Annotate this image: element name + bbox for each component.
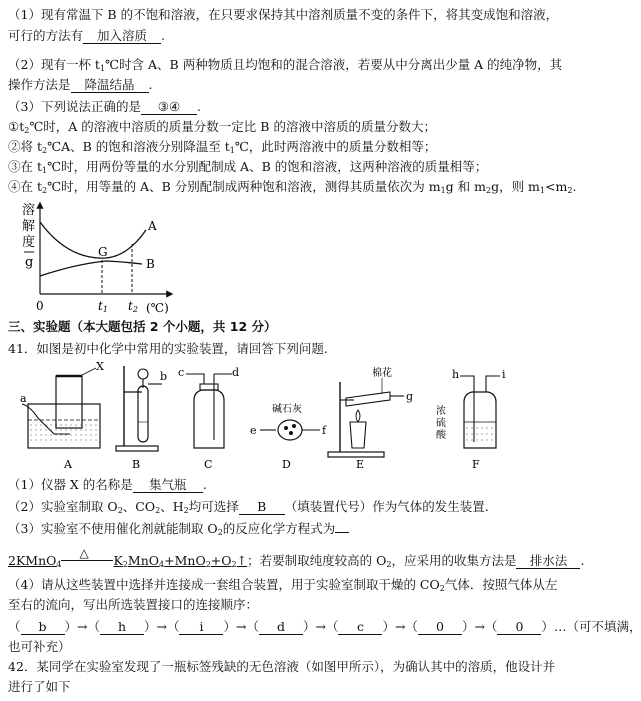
sequence-blank-3: i — [179, 619, 223, 635]
t2-label: t2 — [128, 299, 138, 314]
answer-blank: ③④ — [141, 99, 197, 115]
q41-stem: 41．如图是初中化学中常用的实验装置，请回答下列问题. — [8, 341, 328, 356]
apparatus-label-b: B — [132, 458, 141, 471]
q41-part1: （1）仪器 X 的名称是 集气瓶 . — [8, 477, 207, 492]
apparatus-label-f: F — [472, 458, 480, 471]
apparatus-figure — [20, 362, 520, 474]
label-h: h — [452, 368, 460, 381]
label-x: X — [96, 362, 104, 373]
answer-blank: B — [239, 499, 285, 515]
q41-part2: （2）实验室制取 $O_2$、$CO_2$、$H_2$均可选择 B （填装置代号）作为气体的发生装置. — [8, 499, 489, 515]
apparatus-label-d: D — [282, 458, 291, 471]
q-prev-part2-line1: （2）现有一杯 $t_1℃$时含 A、B 两种物质且均饱和的混合溶液，若要从中分离出少量 A 的纯净物，其 — [8, 57, 563, 73]
answer-blank: 降温结晶 — [71, 77, 149, 93]
q41-part4-tail: 也可补充） — [8, 639, 71, 654]
cotton-label: 棉花 — [372, 368, 392, 379]
label-d: d — [232, 366, 240, 379]
point-g-label: G — [98, 245, 108, 259]
sequence-blank-6: 0 — [418, 619, 462, 635]
q41-part4-line1: （4）请从这些装置中选择并连接成一套组合装置，用于实验室制取干燥的 $CO_2$气体．按照气体从左 — [8, 577, 558, 593]
acid-label-2: 硫 — [436, 418, 446, 429]
ylabel-4: g — [25, 255, 34, 270]
curve-a-label: A — [148, 219, 157, 233]
apparatus-d — [250, 402, 327, 440]
label-a: a — [20, 392, 27, 405]
q-prev-part1-line1: （1）现有常温下 B 的不饱和溶液，在只要求保持其中溶剂质量不变的条件下，将其变成饱和溶液， — [8, 7, 559, 22]
answer-blank: 集气瓶 — [133, 477, 203, 493]
soda-lime-label: 碱石灰 — [272, 404, 302, 415]
label-g: g — [406, 390, 414, 403]
option-3: ③在 $t_1℃$时，用两份等量的水分别配制成 A、B 的饱和溶液，这两种溶液的质量相等； — [8, 159, 488, 175]
label-b: b — [160, 370, 168, 383]
equation-reactant: 2KMnO$_4$ — [8, 553, 62, 569]
equation-products: $K_2MnO_4+MnO_2+O_2↑$ — [113, 553, 248, 569]
apparatus-a — [20, 362, 104, 448]
option-4: ④在 $t_2℃$时，用等量的 A、B 分别配制成两种饱和溶液，测得其质量依次为 $m_1g$ 和 $m_2g$，则 $m_1<m_2$. — [8, 179, 577, 195]
q42-line2: 进行了如下 — [8, 679, 71, 694]
sequence-blank-1: b — [21, 619, 65, 635]
apparatus-f — [436, 368, 506, 448]
apparatus-c — [178, 366, 239, 448]
answer-blank: 排水法 — [516, 553, 580, 569]
sequence-blank-7: 0 — [497, 619, 541, 635]
label-i: i — [502, 368, 506, 381]
curve-b — [40, 261, 142, 276]
origin-label: 0 — [36, 299, 44, 313]
label-e: e — [250, 424, 257, 437]
acid-label-1: 浓 — [436, 406, 446, 417]
apparatus-label-c: C — [204, 458, 213, 471]
equation-arrow: △ — [61, 560, 113, 561]
sequence-blank-5: c — [338, 619, 382, 635]
option-1: $①t_2℃$时，A 的溶液中溶质的质量分数一定比 B 的溶液中溶质的质量分数大； — [8, 119, 436, 135]
answer-blank: 加入溶质 — [83, 28, 161, 44]
sequence-blank-4: d — [259, 619, 303, 635]
q-prev-part2-line2: 操作方法是 降温结晶 . — [8, 77, 153, 92]
ylabel-3: 度 — [22, 235, 36, 250]
curve-b-label: B — [146, 257, 155, 271]
apparatus-b — [116, 366, 167, 451]
apparatus-label-a: A — [64, 458, 72, 471]
acid-label-3: 酸 — [436, 430, 446, 441]
q41-part3-line1: （3）实验室不使用催化剂就能制取 $O_2$的反应化学方程式为 — [8, 520, 635, 542]
curve-a — [40, 222, 146, 258]
sequence-blank-2: h — [100, 619, 144, 635]
q41-part3-equation-row: 2KMnO$_4$ △ $K_2MnO_4+MnO_2+O_2↑$；若要制取纯度较高的 $O_2$，应采用的收集方法是 排水法 . — [8, 546, 585, 569]
ylabel-1: 溶 — [22, 203, 36, 218]
q-prev-part1-line2: 可行的方法有 加入溶质 . — [8, 28, 165, 43]
q41-connection-sequence: （ b ）→（ h ）→（ i ）→（ d ）→（ c ）→（ 0 ）→（ 0 ）…（可不填满， — [8, 619, 641, 634]
option-2: ②将 $t_2℃A$、B 的饱和溶液分别降温至 $t_1℃$，此时两溶液中的质量分数相等； — [8, 139, 437, 155]
t1-label: t1 — [98, 299, 108, 314]
q42-line1: 42．某同学在实验室发现了一瓶标签残缺的无色溶液（如图甲所示），为确认其中的溶质，他设计并 — [8, 659, 556, 674]
label-f: f — [322, 424, 327, 437]
apparatus-e — [328, 366, 413, 457]
unit-label: (℃) — [146, 301, 169, 315]
q41-part4-line2: 至右的流向，写出所选装置接口的连接顺序： — [8, 597, 259, 612]
apparatus-label-e: E — [356, 458, 365, 471]
section-title: 三、实验题（本大题包括 2 个小题，共 12 分） — [8, 319, 277, 334]
label-c: c — [178, 366, 185, 379]
ylabel-2: 解 — [22, 219, 36, 234]
q-prev-part3-line: （3）下列说法正确的是 ③④ . — [8, 99, 201, 114]
solubility-graph — [6, 200, 186, 316]
